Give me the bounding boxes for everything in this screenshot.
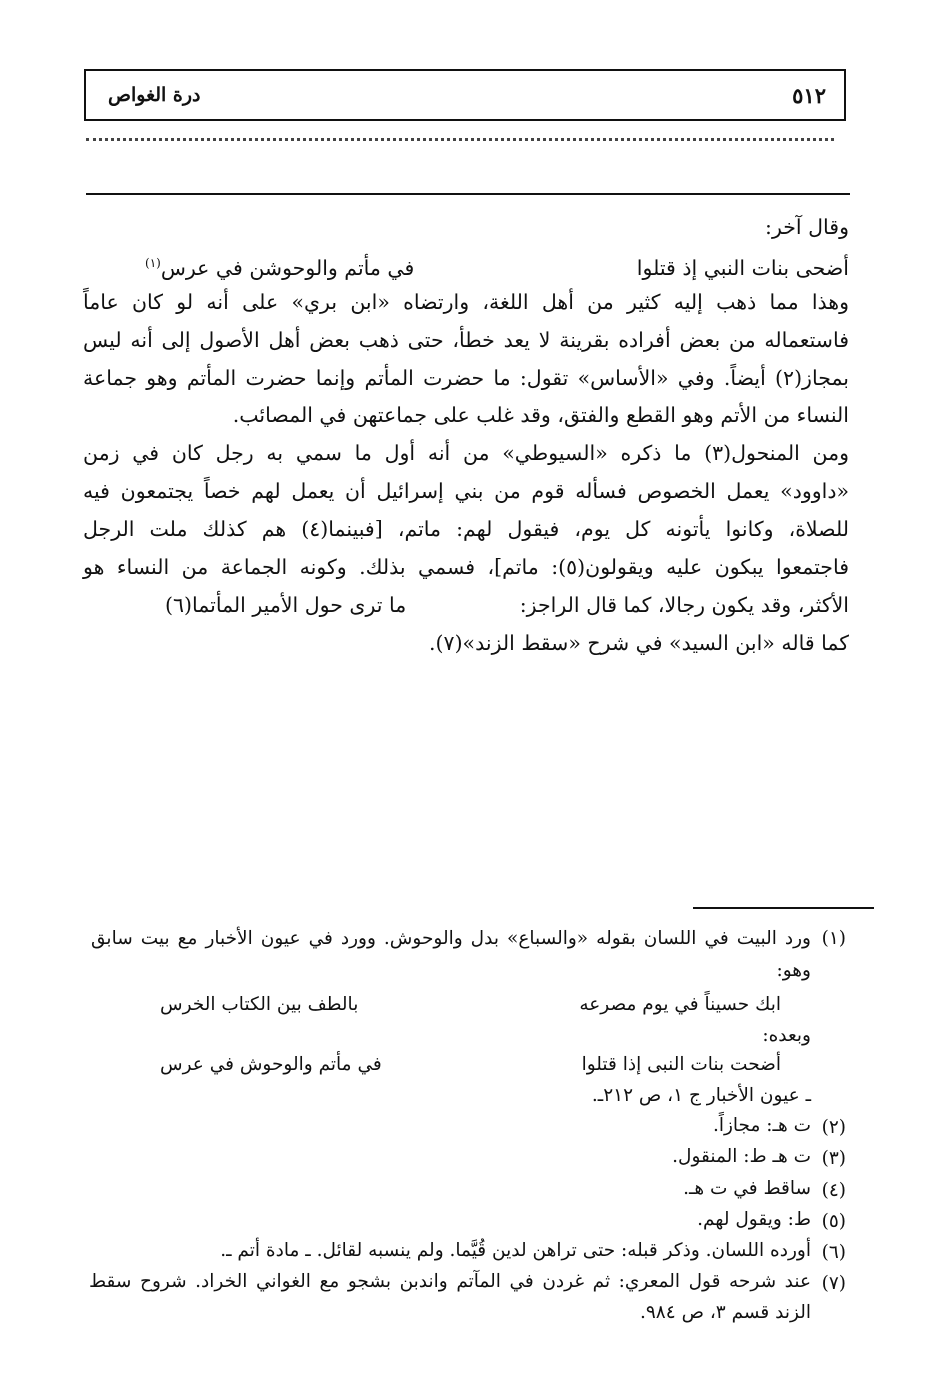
body-line-5: ومن المنحول(٣) ما ذكره «السيوطي» من أنه أول ما سمي به رجل كان في زمن bbox=[83, 441, 849, 465]
body-line-9: الأكثر، وقد يكون رجالا، كما قال الراجز: bbox=[519, 593, 849, 617]
body-line-7: للصلاة، وكانوا يأتونه كل يوم، فيقول لهم: ماتم، [فبينما(٤) هم كذلك ملت الرجل bbox=[83, 517, 849, 541]
body-line-2: فاستعماله من بعض أفراده بقرينة لا يعد خطأ، حتى ذهب بعض أهل الأصول إلى أنه ليس bbox=[83, 328, 849, 352]
footnote-rule bbox=[693, 907, 874, 909]
footnote-4-number: (٤) bbox=[821, 1180, 846, 1201]
body-line-8: فاجتمعوا يبكون عليه ويقولون(٥): ماتم]، فسمي بذلك. وكونه الجماعة من النساء هو bbox=[83, 555, 849, 579]
rajaz-verse: ما ترى حول الأمير المأتما(٦) bbox=[165, 593, 407, 617]
verse-1-left bbox=[145, 256, 414, 280]
footnote-6-text: أورده اللسان. وذكر قبله: حتى تراهن لدين قُيَّما. ولم ينسبه لقائل. ـ مادة أتم ـ. bbox=[220, 1240, 811, 1261]
footnote-7-number: (٧) bbox=[821, 1273, 846, 1294]
page-header bbox=[84, 69, 846, 121]
footnote-5-number: (٥) bbox=[821, 1211, 846, 1232]
body-line-4: النساء من الأتم وهو القطع والفتق، وقد غلب على جماعتهن في المصائب. bbox=[232, 403, 849, 427]
body-line-1: وهذا مما ذهب إليه كثير من أهل اللغة، وارتضاه «ابن بري» على أنه لو كان عاماً bbox=[83, 290, 849, 314]
footnote-1-line-2: وهو: bbox=[776, 960, 811, 981]
footnote-verse-a-left: بالطف بين الكتاب الخرس bbox=[160, 994, 359, 1015]
body-line-6: «داوود» يعمل الخصوص فسأله قوم من بني إسرائيل أن يعمل لهم خصاً يجتمعون فيه bbox=[83, 479, 849, 503]
dotted-separator bbox=[86, 138, 834, 141]
footnote-4-text: ساقط في ت هـ. bbox=[683, 1178, 811, 1199]
footnote-3-text: ت هـ ط: المنقول. bbox=[672, 1146, 811, 1167]
footnote-verse-b-right: أضحت بنات النبى إذا قتلوا bbox=[581, 1054, 781, 1075]
footnote-verse-b-left: في مأتم والوحوش في عرس bbox=[160, 1054, 382, 1075]
verse-1-left-text: في مأتم والوحوشن في عرس bbox=[160, 256, 415, 280]
intro-line: وقال آخر: bbox=[765, 215, 849, 239]
footnote-7-line-2: الزند قسم ٣، ص ٩٨٤. bbox=[639, 1302, 811, 1323]
footnote-2-number: (٢) bbox=[821, 1117, 846, 1138]
footnote-1-number: (١) bbox=[821, 928, 846, 949]
footnote-after: وبعده: bbox=[762, 1025, 811, 1046]
footnote-1-line-1: ورد البيت في اللسان بقوله «والسباع» بدل والوحوش. وورد في عيون الأخبار مع بيت سابق bbox=[91, 928, 811, 949]
footnote-6-number: (٦) bbox=[821, 1242, 846, 1263]
footnote-ref-1: (١) bbox=[145, 256, 161, 271]
verse-1-right: أضحى بنات النبي إذ قتلوا bbox=[636, 256, 849, 280]
page-number: ٥١٢ bbox=[792, 83, 826, 108]
footnote-2-text: ت هـ: مجازاً. bbox=[712, 1115, 811, 1136]
footnote-3-number: (٣) bbox=[821, 1148, 846, 1169]
body-line-10: كما قاله «ابن السيد» في شرح «سقط الزند»(٧). bbox=[429, 631, 849, 655]
footnote-source: ـ عيون الأخبار ج ١، ص ٢١٢ـ. bbox=[591, 1085, 811, 1106]
text-rule bbox=[86, 193, 850, 195]
body-line-3: بمجاز(٢) أيضاً. وفي «الأساس» تقول: ما حضرت المأتم وإنما حضرت المأتم وهو جماعة bbox=[83, 366, 849, 390]
footnote-verse-a-right: ابك حسيناً في يوم مصرعه bbox=[579, 994, 781, 1015]
footnote-5-text: ط: ويقول لهم. bbox=[697, 1209, 811, 1230]
footnote-7-line-1: عند شرحه قول المعري: ثم غردن في المآتم واندبن بشجو مع الغواني الخراد. شروح سقط bbox=[89, 1271, 811, 1292]
book-title: درة الغواص bbox=[108, 84, 201, 106]
